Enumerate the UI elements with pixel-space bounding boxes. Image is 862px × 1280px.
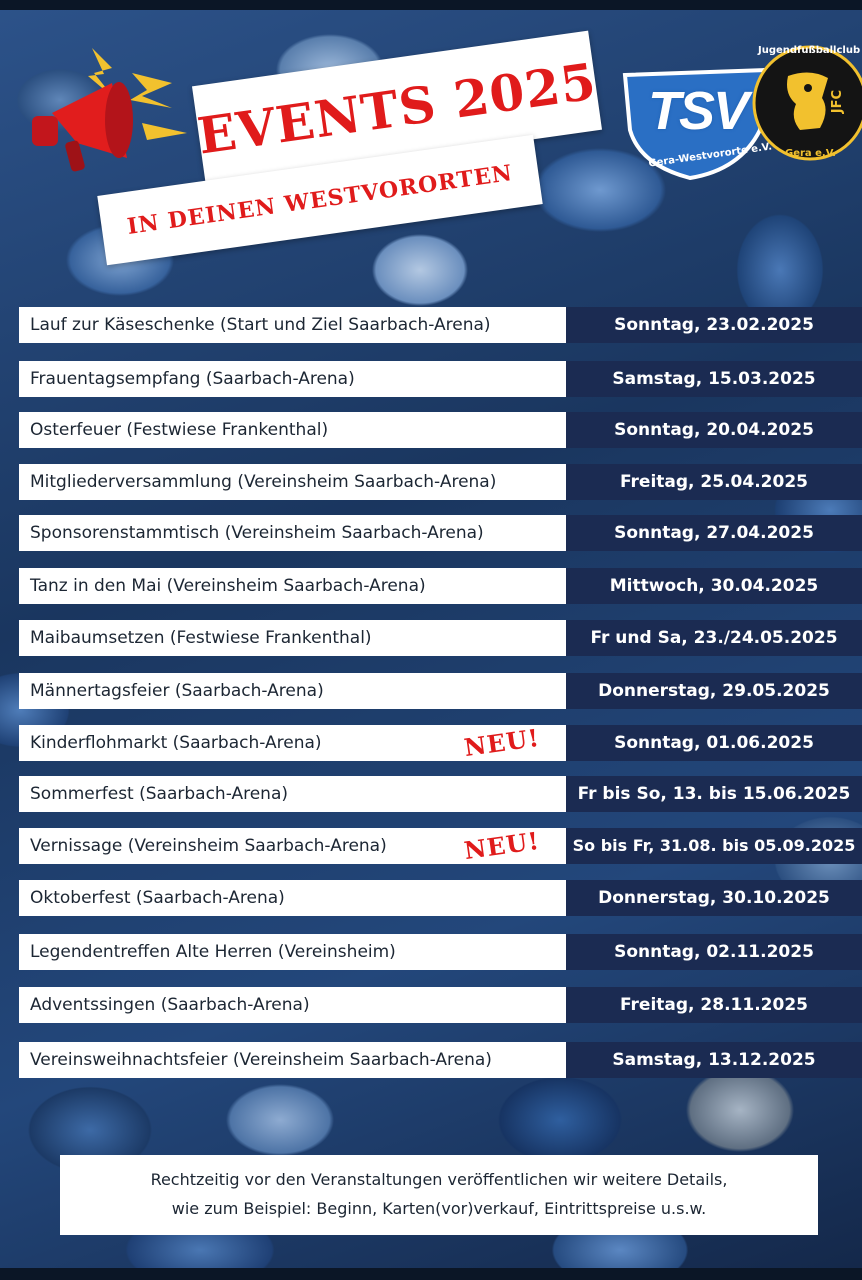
- event-date: Sonntag, 23.02.2025: [566, 307, 862, 343]
- event-date: Sonntag, 27.04.2025: [566, 515, 862, 551]
- event-name: Frauentagsempfang (Saarbach-Arena): [19, 361, 566, 397]
- jfc-logo-top-text: Jugendfußballclub: [758, 45, 861, 56]
- footer-line-1: Rechtzeitig vor den Veranstaltungen veröffentlichen wir weitere Details,: [150, 1170, 728, 1189]
- new-badge: NEU!: [462, 722, 542, 763]
- event-row: [19, 987, 862, 1023]
- event-row: [19, 776, 862, 812]
- event-row: [19, 934, 862, 970]
- poster: [0, 10, 862, 1268]
- event-date: Sonntag, 20.04.2025: [566, 412, 862, 448]
- event-date: Freitag, 25.04.2025: [566, 464, 862, 500]
- event-date: So bis Fr, 31.08. bis 05.09.2025: [566, 828, 862, 864]
- event-date: Donnerstag, 30.10.2025: [566, 880, 862, 916]
- event-name: Vereinsweihnachtsfeier (Vereinsheim Saarbach-Arena): [19, 1042, 566, 1078]
- event-name: Kinderflohmarkt (Saarbach-Arena): [19, 725, 566, 761]
- event-row: [19, 673, 862, 709]
- event-name: Männertagsfeier (Saarbach-Arena): [19, 673, 566, 709]
- event-name: Legendentreffen Alte Herren (Vereinsheim): [19, 934, 566, 970]
- event-name: Mitgliederversammlung (Vereinsheim Saarbach-Arena): [19, 464, 566, 500]
- event-row: [19, 515, 862, 551]
- event-date: Fr bis So, 13. bis 15.06.2025: [566, 776, 862, 812]
- event-name: Sponsorenstammtisch (Vereinsheim Saarbach-Arena): [19, 515, 566, 551]
- new-badge: NEU!: [462, 825, 542, 866]
- event-row: [19, 825, 862, 866]
- event-date: Sonntag, 02.11.2025: [566, 934, 862, 970]
- event-date: Donnerstag, 29.05.2025: [566, 673, 862, 709]
- event-name: Maibaumsetzen (Festwiese Frankenthal): [19, 620, 566, 656]
- tsv-logo-subtext: Gera-Westvororte e.V.: [647, 141, 773, 170]
- event-date: Sonntag, 01.06.2025: [566, 725, 862, 761]
- event-row: [19, 880, 862, 916]
- event-row: [19, 412, 862, 448]
- page-title: EVENTS 2025: [194, 50, 600, 166]
- megaphone-icon: [22, 38, 192, 188]
- event-name: Sommerfest (Saarbach-Arena): [19, 776, 566, 812]
- event-name: Oktoberfest (Saarbach-Arena): [19, 880, 566, 916]
- event-row: [19, 307, 862, 343]
- event-row: [19, 568, 862, 604]
- event-date: Samstag, 13.12.2025: [566, 1042, 862, 1078]
- event-row: [19, 361, 862, 397]
- event-row: [19, 722, 862, 763]
- event-name: Vernissage (Vereinsheim Saarbach-Arena): [19, 828, 566, 864]
- event-date: Mittwoch, 30.04.2025: [566, 568, 862, 604]
- event-date: Fr und Sa, 23./24.05.2025: [566, 620, 862, 656]
- event-row: [19, 1042, 862, 1078]
- event-name: Adventssingen (Saarbach-Arena): [19, 987, 566, 1023]
- event-row: [19, 620, 862, 656]
- jfc-logo-letters: JFC: [830, 90, 845, 114]
- jfc-logo-bottom-text: Gera e.V.: [785, 148, 836, 159]
- tsv-logo-text: TSV: [648, 81, 748, 141]
- event-row: [19, 464, 862, 500]
- event-date: Samstag, 15.03.2025: [566, 361, 862, 397]
- event-name: Lauf zur Käseschenke (Start und Ziel Saarbach-Arena): [19, 307, 566, 343]
- page-subtitle: IN DEINEN WESTVORORTEN: [125, 160, 515, 240]
- event-date: Freitag, 28.11.2025: [566, 987, 862, 1023]
- event-name: Tanz in den Mai (Vereinsheim Saarbach-Arena): [19, 568, 566, 604]
- footer-line-2: wie zum Beispiel: Beginn, Karten(vor)verkauf, Eintrittspreise u.s.w.: [171, 1199, 707, 1218]
- event-name: Osterfeuer (Festwiese Frankenthal): [19, 412, 566, 448]
- footer-note: [60, 1155, 818, 1235]
